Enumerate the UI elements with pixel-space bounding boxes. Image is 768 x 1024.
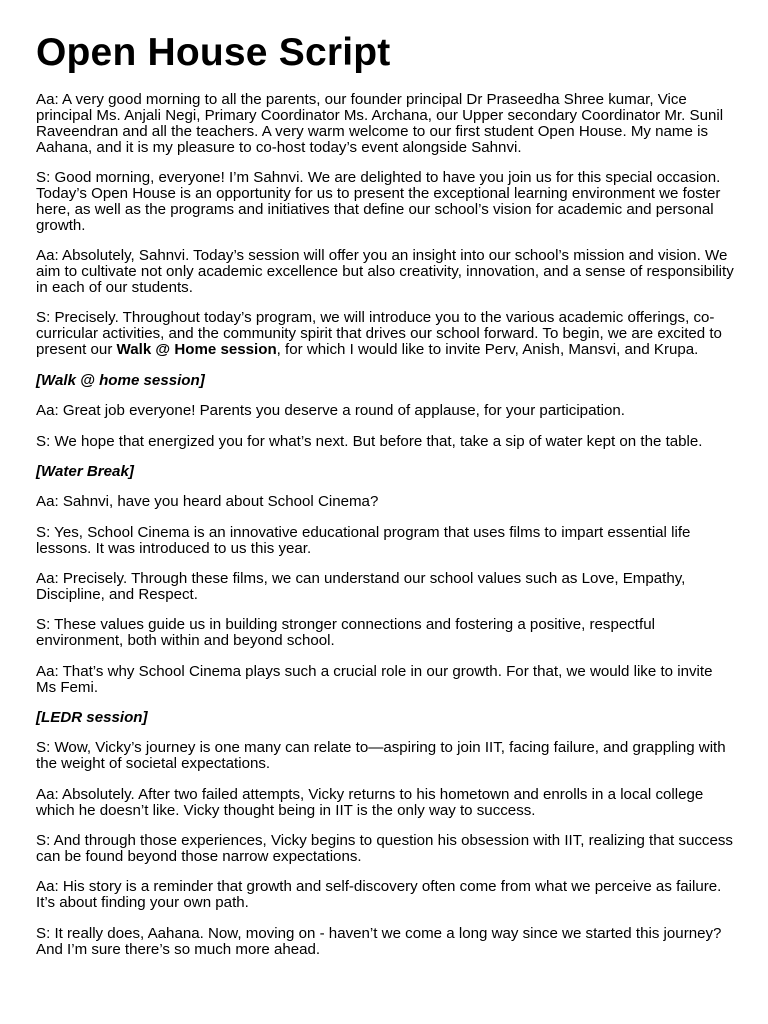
script-paragraph-applause: Aa: Great job everyone! Parents you deserve a round of applause, for your participation. (36, 402, 626, 420)
script-paragraph-mission: Aa: Absolutely, Sahnvi. Today’s session will offer you an insight into our school’s mission and vision. We aim to cultivate not only academic excellence but also creativity, innovation, and a sense of responsibility in each of our students. (36, 247, 734, 297)
script-paragraph-vicky-attempts: Aa: Absolutely. After two failed attempts, Vicky returns to his hometown and enrolls in a local college which he doesn’t like. Vicky thought being in IIT is the only way to success. (36, 785, 704, 819)
stage-direction-walk: [Walk @ home session] (36, 371, 205, 389)
script-paragraph-invite-femi: Aa: That’s why School Cinema plays such a crucial role in our growth. For that, we would like to invite Ms Femi. (36, 662, 713, 696)
script-paragraph-vicky-journey: S: Wow, Vicky’s journey is one many can relate to—aspiring to join IIT, facing failure, and grappling with the weight of societal expectations. (36, 739, 726, 773)
script-paragraph-water: S: We hope that energized you for what’s next. But before that, take a sip of water kept on the table. (36, 432, 703, 450)
script-paragraph-walk-invite (36, 310, 736, 358)
stage-direction-ledr: [LEDR session] (36, 708, 148, 726)
script-paragraph-values: Aa: Precisely. Through these films, we can understand our school values such as Love, Empathy, Discipline, and Respect. (36, 570, 686, 603)
walk-invite-text-before: S: Precisely. Throughout today’s program, we will introduce you to the various academic offerings, co-curricular activities, and the community spirit that drives our school forward. To begin, we are excited to present our (36, 309, 722, 359)
script-paragraph-vicky-realization: S: And through those experiences, Vicky begins to question his obsession with IIT, realizing that success can be found beyond those narrow expectations. (36, 832, 733, 865)
script-paragraph-intro: Aa: A very good morning to all the parents, our founder principal Dr Praseedha Shree kumar, Vice principal Ms. Anjali Negi, Primary Coordinator Ms. Archana, our Upper secondary Coordinator Mr. Sunil Raveendran and all the teachers. A very warm welcome to our first student Open House. My name is Aahana, and it is my pleasure to co-host today’s event alongside Sahnvi. (36, 91, 724, 156)
script-paragraph-cinema-answer: S: Yes, School Cinema is an innovative educational program that uses films to impart essential life lessons. It was introduced to us this year. (36, 523, 691, 557)
walk-invite-session-name: Walk @ Home session (116, 341, 277, 359)
script-paragraph-cinema-question: Aa: Sahnvi, have you heard about School Cinema? (36, 493, 379, 511)
script-paragraph-welcome: S: Good morning, everyone! I’m Sahnvi. We are delighted to have you join us for this special occasion. Today’s Open House is an opportunity for us to present the exceptional learning environment we foster here, as well as the programs and initiatives that define our school’s vision for academic and personal growth. (36, 169, 721, 234)
script-paragraph-moving-on: S: It really does, Aahana. Now, moving on - haven’t we come a long way since we started this journey? And I’m sure there’s so much more ahead. (36, 924, 722, 958)
script-paragraph-connections: S: These values guide us in building stronger connections and fostering a positive, respectful environment, both within and beyond school. (36, 616, 655, 650)
stage-direction-water-break: [Water Break] (36, 462, 134, 480)
script-paragraph-growth: Aa: His story is a reminder that growth and self-discovery often come from what we perceive as failure. It’s about finding your own path. (36, 878, 722, 912)
walk-invite-text-after: , for which I would like to invite Perv, Anish, Mansvi, and Krupa. (276, 341, 699, 359)
document-title: Open House Script (36, 31, 391, 74)
